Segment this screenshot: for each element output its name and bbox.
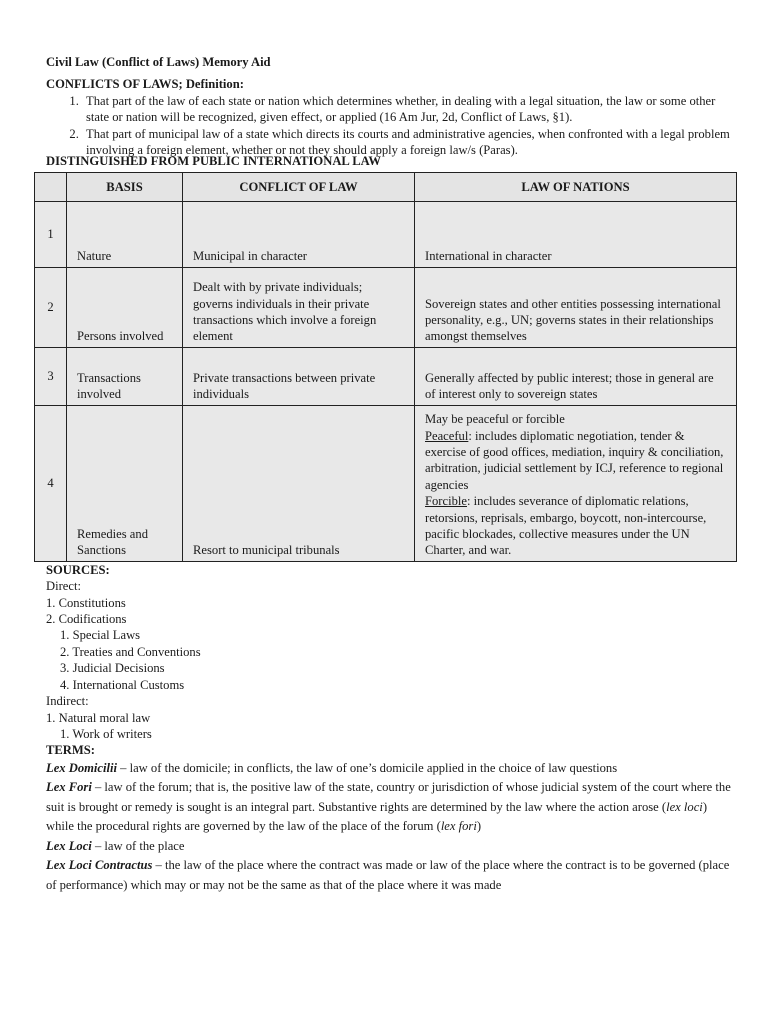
direct-label: Direct: bbox=[46, 579, 81, 594]
header-law-of-nations: LAW OF NATIONS bbox=[415, 172, 737, 201]
nations-intro: May be peaceful or forcible bbox=[425, 412, 565, 427]
definition-item: 2. That part of municipal law of a state which directs its courts and administrative agencies, when confronted with a legal problem involving a foreign element, whether or not they should apply a foreign law/s (Paras). bbox=[82, 126, 736, 159]
indirect-label: Indirect: bbox=[46, 694, 89, 709]
row-conflict: Municipal in character bbox=[183, 201, 415, 267]
row-nations bbox=[415, 405, 737, 561]
terms-section bbox=[46, 742, 736, 895]
peaceful-text: : includes diplomatic negotiation, tender & exercise of good offices, mediation, inquiry & conciliation, arbitration, judicial settlement by ICJ, reference to regional agencies bbox=[425, 428, 724, 492]
row-number: 2 bbox=[35, 267, 67, 347]
row-nations: Sovereign states and other entities possessing international personality, e.g., UN; governs states in their relationships amongst themselves bbox=[415, 267, 737, 347]
term-name: Lex Loci bbox=[46, 838, 92, 853]
list-item: 1. Special Laws bbox=[60, 628, 141, 643]
row-nations: International in character bbox=[415, 201, 737, 267]
list-item: 1. Work of writers bbox=[60, 726, 152, 741]
term-definition: ) bbox=[476, 819, 482, 834]
definition-heading: CONFLICTS OF LAWS; Definition: bbox=[46, 77, 244, 92]
row-basis: Nature bbox=[67, 201, 183, 267]
document-title: Civil Law (Conflict of Laws) Memory Aid bbox=[46, 55, 271, 69]
table-row bbox=[35, 405, 737, 561]
row-conflict: Dealt with by private individuals; governs individuals in their private transactions which involve a foreign element bbox=[183, 267, 415, 347]
term-definition: ) while the procedural rights are governed by the law of the place of the forum ( bbox=[46, 799, 708, 834]
row-nations: Generally affected by public interest; those in general are of interest only to sovereign states bbox=[415, 347, 737, 405]
sources-heading: SOURCES: bbox=[46, 562, 110, 577]
row-number: 1 bbox=[35, 201, 67, 267]
definition-item: 1. That part of the law of each state or nation which determines whether, in dealing with a legal situation, the law or some other state or nation will be recognized, given effect, or applied (16 Am Jur, 2d, Conflict of Laws, §1). bbox=[82, 93, 736, 126]
list-item: 2. Treaties and Conventions bbox=[60, 644, 201, 659]
row-basis: Transactions involved bbox=[67, 347, 183, 405]
row-basis: Remedies and Sanctions bbox=[67, 405, 183, 561]
term-italic: lex loci bbox=[666, 799, 703, 814]
term-entry bbox=[46, 778, 736, 837]
table-row bbox=[35, 347, 737, 405]
document-page bbox=[46, 54, 736, 895]
header-basis: BASIS bbox=[67, 172, 183, 201]
header-conflict-of-law: CONFLICT OF LAW bbox=[183, 172, 415, 201]
term-entry bbox=[46, 856, 736, 895]
row-conflict: Resort to municipal tribunals bbox=[183, 405, 415, 561]
term-name: Lex Domicilii bbox=[46, 760, 117, 775]
table-row bbox=[35, 201, 737, 267]
peaceful-label: Peaceful bbox=[425, 428, 469, 443]
list-item: 1. Constitutions bbox=[46, 595, 126, 610]
term-definition: – law of the forum; that is, the positive law of the state, country or jurisdiction of whose judicial system of the court where the suit is brought or remedy is sought is an integral part. Substantive rights are determined by the law where the action arose ( bbox=[46, 780, 731, 814]
row-basis: Persons involved bbox=[67, 267, 183, 347]
header-num bbox=[35, 172, 67, 201]
list-item: 4. International Customs bbox=[60, 677, 185, 692]
term-italic: lex fori bbox=[440, 819, 477, 834]
row-number: 3 bbox=[35, 347, 67, 405]
forcible-label: Forcible bbox=[425, 494, 467, 509]
table-row bbox=[35, 267, 737, 347]
term-definition: – law of the place bbox=[91, 838, 185, 853]
definition-list bbox=[46, 93, 736, 159]
comparison-table bbox=[34, 172, 737, 562]
row-number: 4 bbox=[35, 405, 67, 561]
term-entry bbox=[46, 837, 736, 857]
terms-heading: TERMS: bbox=[46, 743, 95, 758]
distinguished-heading: DISTINGUISHED FROM PUBLIC INTERNATIONAL LAW bbox=[46, 154, 381, 169]
term-definition: – the law of the place where the contract was made or law of the place where the contract is to be governed (place of performance) which may or may not be the same as that of the place where it was made bbox=[46, 858, 730, 892]
term-name: Lex Fori bbox=[46, 780, 92, 795]
table-header-row bbox=[35, 172, 737, 201]
list-item: 1. Natural moral law bbox=[46, 710, 151, 725]
row-conflict: Private transactions between private individuals bbox=[183, 347, 415, 405]
term-entry bbox=[46, 759, 736, 779]
list-item: 2. Codifications bbox=[46, 612, 127, 627]
forcible-text: : includes severance of diplomatic relations, retorsions, reprisals, embargo, boycott, non-intercourse, pacific blockades, collective measures under the UN Charter, and war. bbox=[425, 494, 707, 558]
term-definition: – law of the domicile; in conflicts, the law of one’s domicile applied in the choice of law questions bbox=[117, 760, 618, 775]
list-item: 3. Judicial Decisions bbox=[60, 661, 165, 676]
sources-section bbox=[46, 562, 736, 742]
term-name: Lex Loci Contractus bbox=[46, 858, 153, 873]
